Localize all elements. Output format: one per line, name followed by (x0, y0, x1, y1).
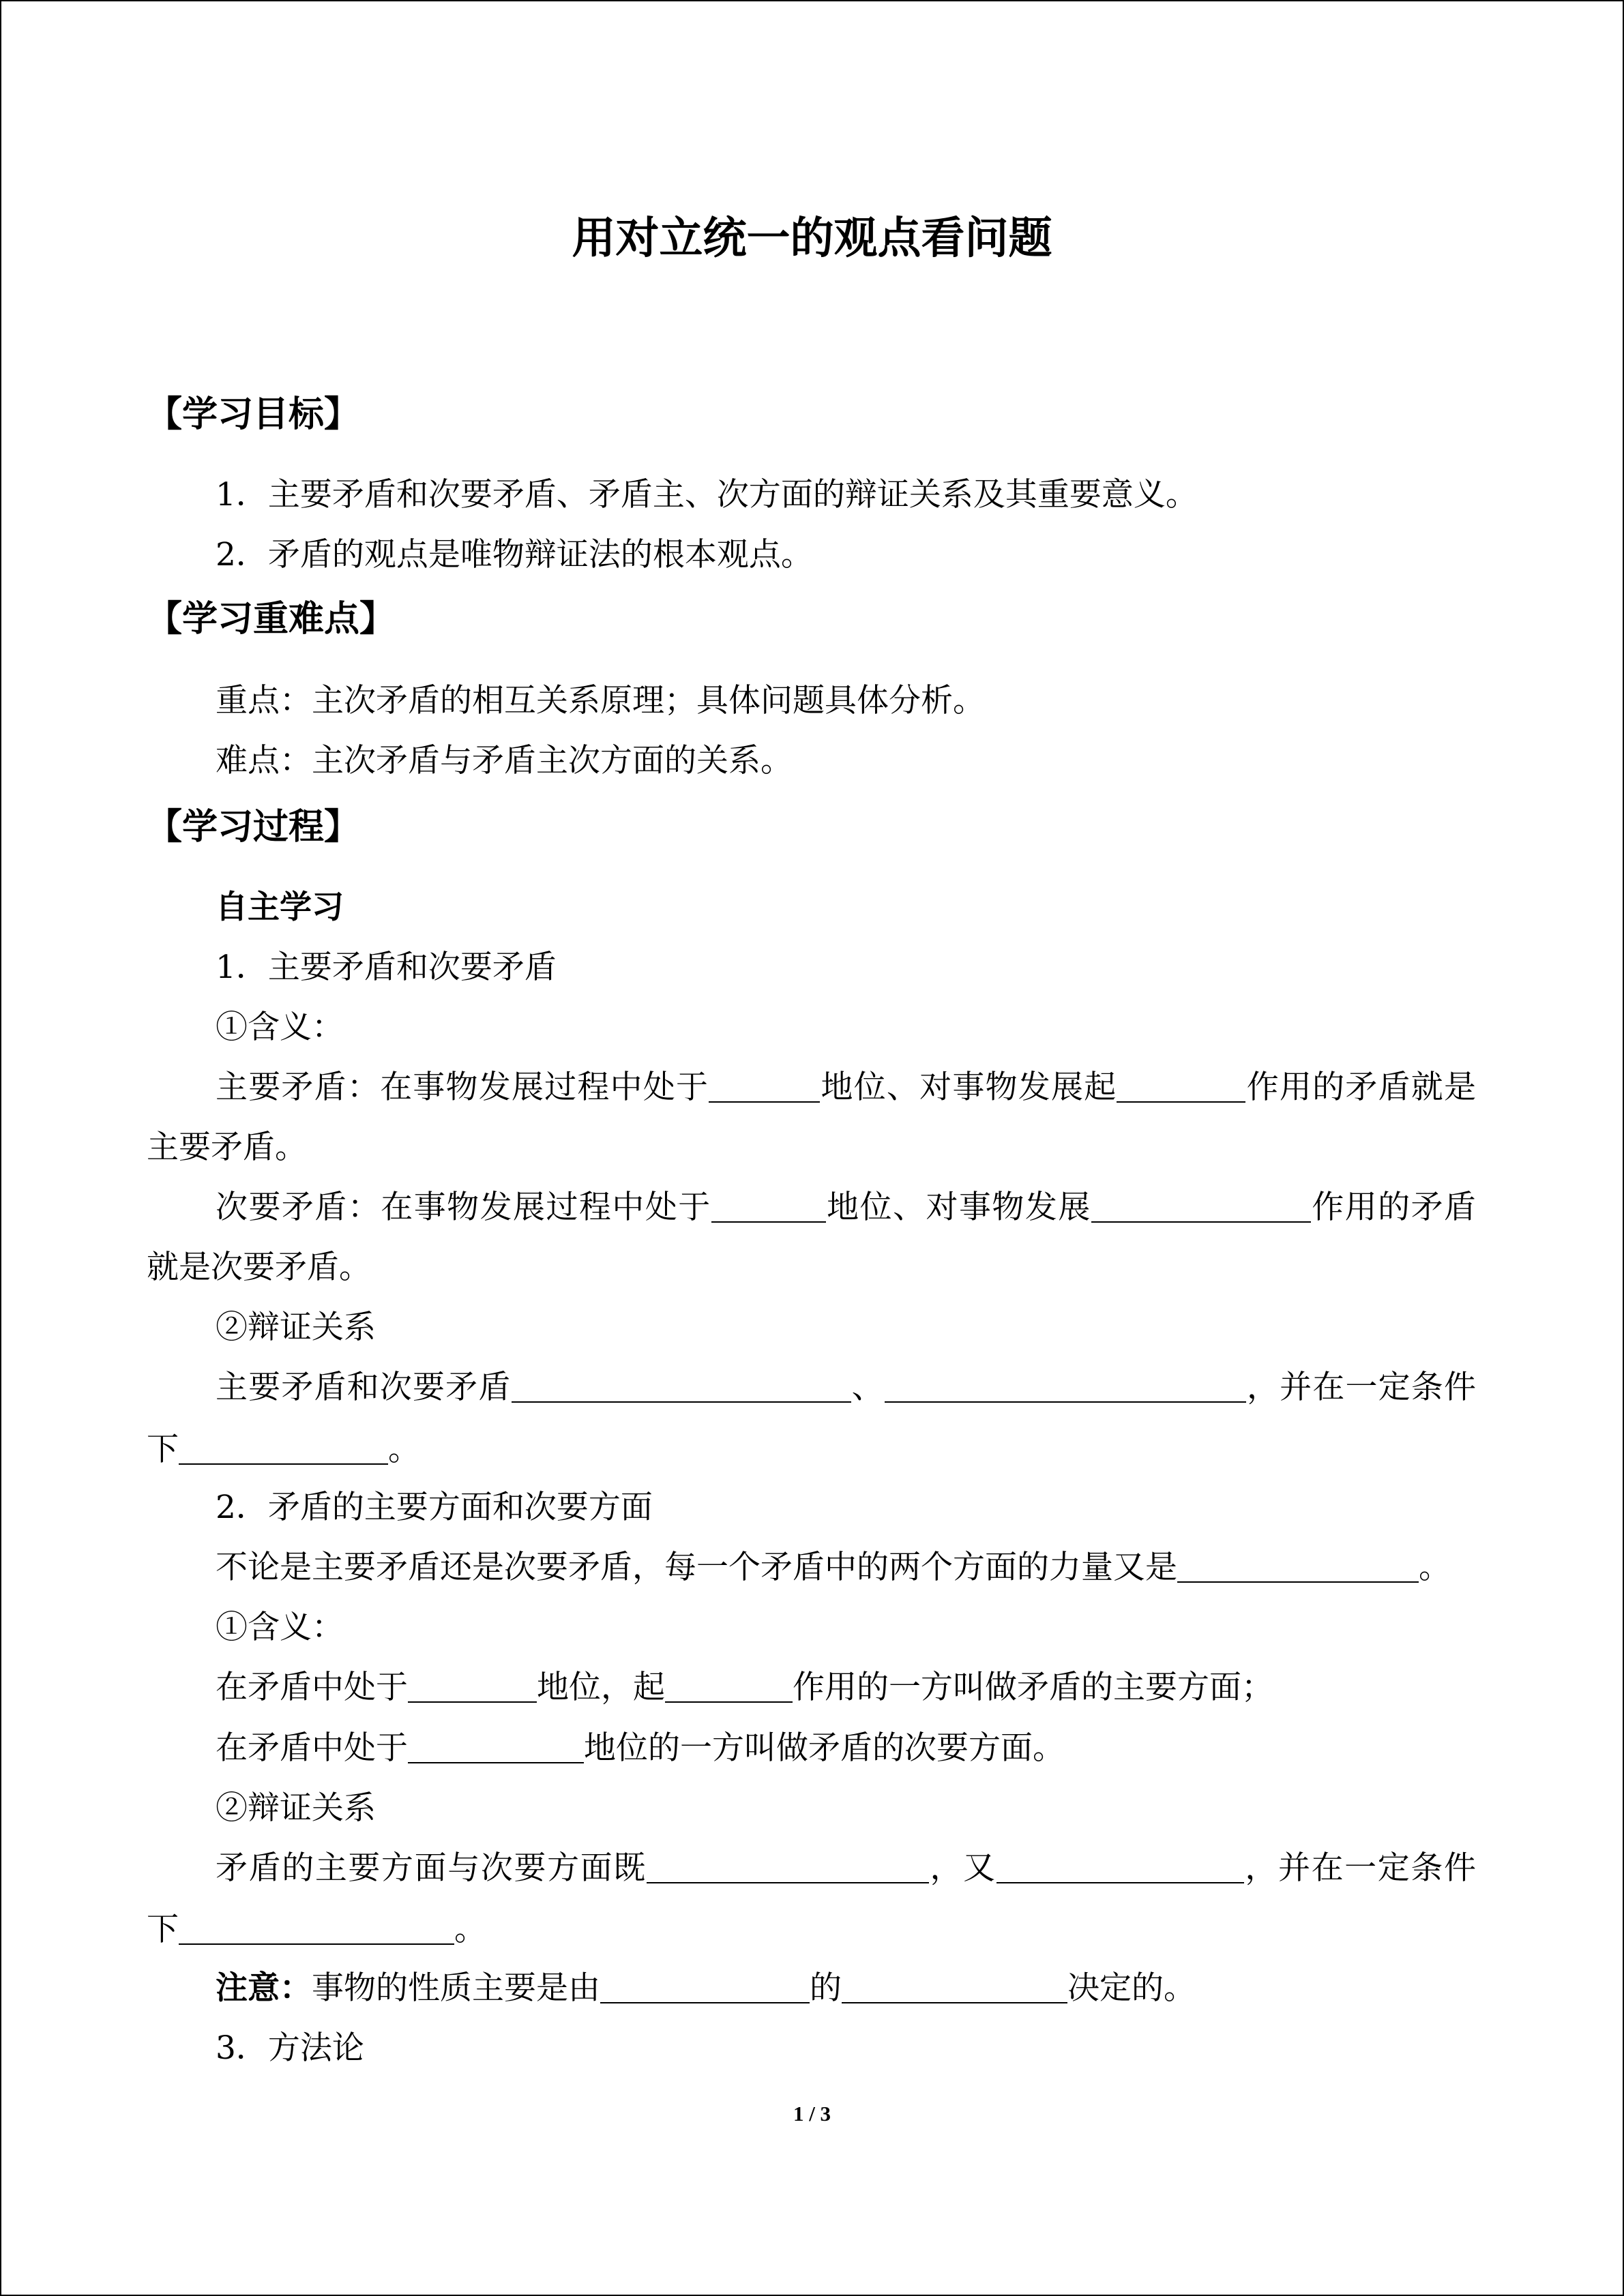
text-segment: 事物的性质主要是由 (312, 1969, 600, 2007)
section-heading-process: 【学习过程】 (147, 807, 360, 848)
text-segment: 地位的一方叫做矛盾的次要方面。 (584, 1729, 1065, 1767)
note-label: 注意： (216, 1969, 312, 2007)
difficult-point: 难点：主次矛盾与矛盾主次方面的关系。 (216, 742, 793, 779)
relation-label: ②辩证关系 (216, 1789, 376, 1827)
main-contradiction-definition-cont: 主要矛盾。 (147, 1129, 307, 1166)
text-segment: ，并在一定条件 (1243, 1849, 1477, 1887)
fill-in-blank (665, 1701, 793, 1703)
section-title: 2．矛盾的主要方面和次要方面 (216, 1489, 653, 1526)
document-title: 用对立统一的观点看问题 (572, 213, 1052, 264)
text-segment: 作用的矛盾 (1310, 1189, 1477, 1226)
aspects-intro (216, 1549, 1451, 1587)
text-segment: ，并在一定条件 (1245, 1369, 1477, 1406)
contradiction-relation-cont (147, 1431, 420, 1469)
meaning-label: ①含义： (216, 1609, 344, 1646)
text-segment: 。 (1419, 1549, 1451, 1586)
section-title: 1．主要矛盾和次要矛盾 (216, 949, 557, 986)
text-segment: 。 (454, 1911, 486, 1948)
secondary-contradiction-definition-cont: 就是次要矛盾。 (147, 1249, 371, 1286)
key-point: 重点：主次矛盾的相互关系原理；具体问题具体分析。 (216, 682, 985, 719)
text-segment: ，又 (928, 1849, 996, 1887)
goal-item: 2．矛盾的观点是唯物辩证法的根本观点。 (216, 536, 813, 573)
text-segment: 下 (147, 1431, 179, 1468)
text-segment: 的 (810, 1969, 842, 2007)
relation-label: ②辩证关系 (216, 1309, 376, 1346)
text-segment: 下 (147, 1911, 179, 1948)
text-segment: 决定的。 (1067, 1969, 1196, 2007)
fill-in-blank (647, 1881, 929, 1883)
fill-in-blank (885, 1401, 1246, 1403)
text-segment: 地位，起 (537, 1669, 665, 1706)
fill-in-blank (1117, 1101, 1245, 1103)
section-title: 3．方法论 (216, 2029, 364, 2067)
fill-in-blank (600, 2001, 810, 2003)
page-number: 1 / 3 (793, 2102, 831, 2126)
text-segment: 作用的矛盾就是 (1245, 1069, 1476, 1106)
secondary-contradiction-definition (216, 1189, 1476, 1227)
fill-in-blank (1177, 1581, 1419, 1583)
main-aspect-definition (216, 1669, 1273, 1707)
main-contradiction-definition (216, 1069, 1476, 1107)
contradiction-relation (216, 1369, 1476, 1407)
text-segment: 、 (851, 1369, 885, 1406)
text-segment: 地位、对事物发展 (825, 1189, 1091, 1226)
aspect-relation-cont (147, 1911, 486, 1949)
fill-in-blank (1091, 1221, 1311, 1223)
secondary-aspect-definition (216, 1729, 1065, 1768)
subsection-self-study: 自主学习 (216, 889, 344, 926)
text-segment: 主要矛盾和次要矛盾 (216, 1369, 512, 1406)
fill-in-blank (179, 1943, 454, 1945)
fill-in-blank (711, 1221, 826, 1223)
text-segment: 在矛盾中处于 (216, 1729, 408, 1767)
goal-item: 1．主要矛盾和次要矛盾、矛盾主、次方面的辩证关系及其重要意义。 (216, 476, 1198, 513)
text-segment: 矛盾的主要方面与次要方面既 (216, 1849, 647, 1887)
text-segment: 地位、对事物发展起 (820, 1069, 1117, 1106)
fill-in-blank (709, 1101, 820, 1103)
text-segment: 在矛盾中处于 (216, 1669, 408, 1706)
fill-in-blank (408, 1761, 584, 1763)
fill-in-blank (408, 1701, 537, 1703)
fill-in-blank (512, 1401, 851, 1403)
aspect-relation (216, 1849, 1476, 1888)
text-segment: 次要矛盾：在事物发展过程中处于 (216, 1189, 711, 1226)
text-segment: 主要矛盾：在事物发展过程中处于 (216, 1069, 709, 1106)
fill-in-blank (996, 1881, 1244, 1883)
text-segment: 不论是主要矛盾还是次要矛盾，每一个矛盾中的两个方面的力量又是 (216, 1549, 1177, 1586)
fill-in-blank (179, 1463, 388, 1465)
section-heading-goals: 【学习目标】 (147, 394, 360, 435)
text-segment: 。 (388, 1431, 420, 1468)
section-heading-key-points: 【学习重难点】 (147, 599, 396, 640)
meaning-label: ①含义： (216, 1009, 344, 1046)
fill-in-blank (842, 2001, 1067, 2003)
note (216, 1969, 1196, 2008)
text-segment: 作用的一方叫做矛盾的主要方面； (793, 1669, 1273, 1706)
